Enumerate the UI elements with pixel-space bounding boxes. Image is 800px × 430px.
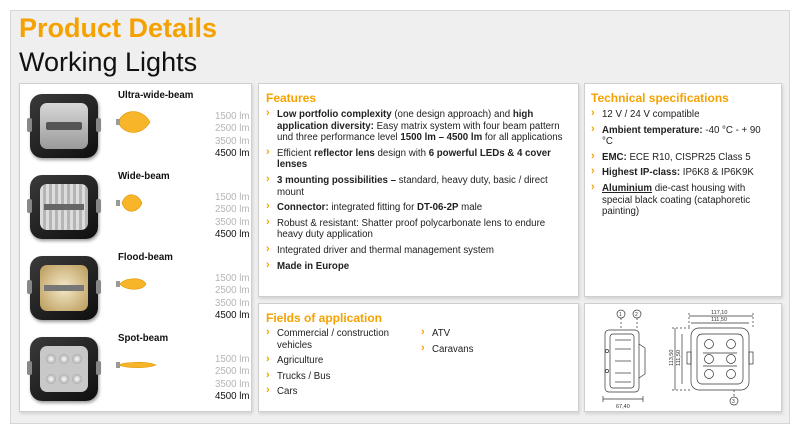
bullet-text: standard, heavy duty, basic / direct mount xyxy=(277,174,548,198)
application-item: › Cars xyxy=(266,386,411,398)
callout-1: 1 xyxy=(619,312,622,318)
bullet-text: Aluminium xyxy=(602,182,653,194)
bullet-item xyxy=(591,109,771,121)
bullet-item xyxy=(266,245,566,257)
specs-list xyxy=(591,109,771,222)
lumen-level: 4500 lm xyxy=(215,309,250,321)
lumen-level: 2500 lm xyxy=(215,204,250,216)
lumen-level: 3500 lm xyxy=(215,216,250,228)
bullet-text: reflector lens xyxy=(313,147,375,159)
bullet-text: 12 V / 24 V compatible xyxy=(602,109,700,120)
bullet-text: EMC: xyxy=(602,151,627,163)
lumen-level: 3500 lm xyxy=(215,297,250,309)
lumen-level: 4500 lm xyxy=(215,390,250,402)
product-name: Flood-beam xyxy=(118,252,173,263)
ultra-wide-beam-pattern-icon xyxy=(116,110,160,136)
bullet-text: Easy matrix system with four beam pattern und three performance level xyxy=(277,120,560,144)
bullet-item xyxy=(266,148,566,171)
depth-dimension: 67,40 xyxy=(616,404,630,410)
product-name: Wide-beam xyxy=(118,171,170,182)
width-dimension-inner: 111,50 xyxy=(711,317,728,323)
bullet-text: Integrated driver and thermal management system xyxy=(277,244,494,256)
bullet-text: integrated fitting for xyxy=(328,202,417,214)
lumen-level: 3500 lm xyxy=(215,135,250,147)
drawing-panel xyxy=(584,303,782,412)
lumen-level: 4500 lm xyxy=(215,228,250,240)
technical-drawing xyxy=(585,304,781,411)
lumen-level: 1500 lm xyxy=(215,111,250,122)
callout-3: 3 xyxy=(732,399,735,405)
lumen-level: 1500 lm xyxy=(215,354,250,365)
bullet-text: 6 powerful LEDs & 4 cover lenses xyxy=(277,147,551,171)
features-title: Features xyxy=(266,91,317,105)
bullet-item xyxy=(266,175,566,198)
bullet-text: Ambient temperature: xyxy=(602,124,703,136)
page-subtitle: Working Lights xyxy=(19,47,198,77)
specs-title: Technical specifications xyxy=(591,91,729,105)
fields-panel xyxy=(258,303,579,412)
spot-beam-pattern-icon xyxy=(116,353,160,379)
height-dimension-inner: 111,50 xyxy=(676,349,682,366)
bullet-text: DT-06-2P xyxy=(417,202,459,214)
bullet-item xyxy=(266,109,566,144)
bullet-text: 3 mounting possibilities – xyxy=(277,174,396,186)
features-panel xyxy=(258,83,579,297)
lumen-level: 3500 lm xyxy=(215,378,250,390)
page-title: Product Details xyxy=(19,13,218,43)
bullet-text: 1500 lm – 4500 lm xyxy=(400,132,483,144)
lumen-level: 2500 lm xyxy=(215,285,250,297)
application-item: › ATV xyxy=(421,328,541,340)
fields-column-2 xyxy=(421,328,541,359)
application-item: › Commercial / construction vehicles xyxy=(266,328,411,351)
bullet-item xyxy=(266,218,566,241)
bullet-text: Made in Europe xyxy=(277,260,350,272)
callout-2: 2 xyxy=(635,312,638,318)
product-name: Spot-beam xyxy=(118,333,169,344)
front-view xyxy=(672,313,753,405)
lumen-level: 2500 lm xyxy=(215,123,250,135)
fields-column-1 xyxy=(266,328,411,402)
bullet-text: Robust & resistant: Shatter proof polycarbonate lens to endure heavy duty application xyxy=(277,217,546,241)
bullet-text: for all applications xyxy=(482,132,563,144)
application-item: › Agriculture xyxy=(266,355,411,367)
bullet-item xyxy=(591,125,771,148)
lumen-level: 4500 lm xyxy=(215,147,250,159)
lumen-levels xyxy=(215,192,249,241)
work-light-icon xyxy=(30,256,98,320)
bullet-text: male xyxy=(458,202,483,214)
bullet-text: Connector: xyxy=(277,202,329,214)
bullet-item xyxy=(591,167,771,179)
work-light-icon xyxy=(30,94,98,158)
product-name: Ultra-wide-beam xyxy=(118,90,194,101)
bullet-text: high application diversity: xyxy=(277,109,534,132)
bullet-text: ECE R10, CISPR25 Class 5 xyxy=(626,151,751,163)
bullet-text: (one design approach) and xyxy=(391,109,513,120)
flood-beam-pattern-icon xyxy=(116,272,160,298)
bullet-text: Efficient xyxy=(277,147,314,159)
bullet-item xyxy=(266,261,566,273)
lumen-levels xyxy=(215,354,249,403)
wide-beam-pattern-icon xyxy=(116,191,160,217)
work-light-icon xyxy=(30,175,98,239)
bullet-text: design with xyxy=(374,147,429,159)
bullet-text: die-cast housing with special black coating (cataphoretic painting) xyxy=(602,182,751,218)
lumen-levels xyxy=(215,111,249,160)
bullet-text: Low portfolio complexity xyxy=(277,109,392,120)
lumen-level: 1500 lm xyxy=(215,273,250,284)
fields-title: Fields of application xyxy=(266,311,383,325)
bullet-item xyxy=(266,202,566,214)
features-list xyxy=(266,109,566,276)
lumen-levels xyxy=(215,273,249,322)
bullet-text: Highest IP-class: xyxy=(602,167,681,179)
work-light-icon xyxy=(30,337,98,401)
lumen-level: 1500 lm xyxy=(215,192,250,203)
products-panel xyxy=(19,83,252,412)
application-item: › Caravans xyxy=(421,344,541,356)
width-dimension-outer: 117,10 xyxy=(711,310,728,316)
application-item: › Trucks / Bus xyxy=(266,371,411,383)
bullet-item xyxy=(591,183,771,218)
bullet-item xyxy=(591,152,771,164)
side-view xyxy=(603,310,645,402)
lumen-level: 2500 lm xyxy=(215,366,250,378)
bullet-text: IP6K8 & IP6K9K xyxy=(680,167,754,179)
specs-panel xyxy=(584,83,782,297)
height-dimension-outer: 113,50 xyxy=(669,349,675,366)
bullet-text: -40 °C - + 90 °C xyxy=(602,124,761,148)
